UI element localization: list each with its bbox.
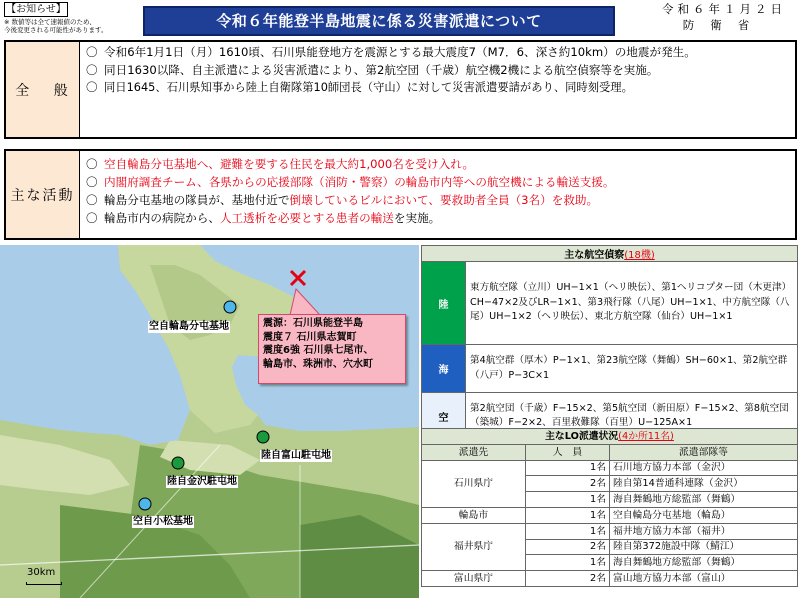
base-label-kanazawa: 陸自金沢駐屯地 xyxy=(167,476,237,487)
aircraft-count: (18機) xyxy=(624,250,655,261)
lo-dest: 石川県庁 xyxy=(422,460,526,507)
bullet-circle: 〇 xyxy=(86,157,98,171)
lo-row xyxy=(422,507,798,523)
main-activities-body xyxy=(80,151,795,238)
base-marker-komatsu xyxy=(139,498,151,510)
lo-unit: 陸自第14普通科連隊（金沢） xyxy=(610,476,798,492)
map-graphic xyxy=(0,245,419,598)
aircraft-table xyxy=(421,245,798,440)
lo-dest: 福井県庁 xyxy=(422,523,526,570)
lo-row xyxy=(422,523,798,539)
lo-unit: 空自輪島分屯基地（輪島） xyxy=(610,507,798,523)
page-title: 令和６年能登半島地震に係る災害派遣について xyxy=(143,6,615,36)
quake-epicenter: 震源：石川県能登半島 xyxy=(263,318,363,329)
activity-text-normal: を実施。 xyxy=(393,211,441,225)
general-section xyxy=(4,40,797,139)
activity-item xyxy=(86,191,791,209)
aircraft-header-row xyxy=(422,246,798,262)
lo-col-people: 人 員 xyxy=(526,444,610,460)
aircraft-desc: 第2航空団（千歳）F−15×2、第5航空団（新田原）F−15×2、第8航空団（築城）F−2×2、百里救難隊（百里）U−125A×1 xyxy=(466,393,798,440)
quake-info-callout xyxy=(258,314,406,384)
general-item xyxy=(86,44,791,62)
quake-intensity-6plus: 震度6強 石川県七尾市、 xyxy=(263,345,374,356)
bullet-circle: 〇 xyxy=(86,62,98,77)
aircraft-desc: 第4航空群（厚木）P−1×1、第23航空隊（舞鶴）SH−60×1、第2航空群（八戸）P−3C×1 xyxy=(466,345,798,393)
bullet-circle: 〇 xyxy=(86,211,98,225)
lo-dest: 富山県庁 xyxy=(422,571,526,587)
general-body xyxy=(80,42,795,137)
quake-intensity-6plus-cont: 輪島市、珠洲市、穴水町 xyxy=(263,358,373,370)
activity-item xyxy=(86,209,791,227)
lo-unit: 富山地方協力本部（富山） xyxy=(610,571,798,587)
aircraft-row xyxy=(422,345,798,393)
lo-people: 2名 xyxy=(526,476,610,492)
lo-header-row xyxy=(422,429,798,445)
base-label-toyama: 陸自富山駐屯地 xyxy=(261,450,331,461)
lo-unit: 石川地方協力本部（金沢） xyxy=(610,460,798,476)
notice-label: 【お知らせ】 xyxy=(4,2,68,17)
lo-row xyxy=(422,571,798,587)
bullet-circle: 〇 xyxy=(86,80,98,94)
lo-dest: 輪島市 xyxy=(422,507,526,523)
lo-column-row xyxy=(422,444,798,460)
map-scale-label: 30km xyxy=(27,567,56,578)
lo-unit: 福井地方協力本部（福井） xyxy=(610,523,798,539)
base-label-komatsu: 空自小松基地 xyxy=(133,516,193,527)
activity-text xyxy=(104,191,598,209)
base-marker-wajima xyxy=(224,301,236,313)
aircraft-header xyxy=(422,246,798,262)
lo-people: 1名 xyxy=(526,492,610,508)
activity-text-normal: 輪島市内の病院から、 xyxy=(104,211,220,225)
activity-text: 空自輪島分屯基地へ、避難を要する住民を最大約1,000名を受け入れ。 xyxy=(104,157,475,171)
aircraft-title: 主な航空偵察 xyxy=(564,250,625,261)
noto-peninsula-map xyxy=(0,245,419,598)
quake-intensity-7: 震度７ 石川県志賀町 xyxy=(263,331,357,343)
general-item xyxy=(86,62,791,80)
general-label: 全 般 xyxy=(6,42,80,137)
aircraft-row xyxy=(422,262,798,345)
main-activities-label: 主な活動 xyxy=(6,151,80,238)
activity-item xyxy=(86,173,791,191)
lo-title: 主なLO派遣状況 xyxy=(545,430,619,442)
activity-item xyxy=(86,155,791,173)
lo-row xyxy=(422,460,798,476)
activity-text-normal: 輪島分屯基地の隊員が、基地付近で xyxy=(104,193,290,207)
lo-header xyxy=(422,429,798,445)
ministry-name: 防衛省 xyxy=(682,18,766,32)
bullet-circle: 〇 xyxy=(86,45,98,59)
lo-dispatch-table xyxy=(421,428,798,587)
lo-count: (4か所11名) xyxy=(618,430,674,442)
general-item-text: 同日1630以降、自主派遣による災害派遣により、第2航空団（千歳）航空機2機による航空偵察等を実施。 xyxy=(104,62,659,77)
base-marker-kanazawa xyxy=(172,457,184,469)
service-label-asdf: 空 xyxy=(422,393,466,440)
lo-col-unit: 派遣部隊等 xyxy=(610,444,798,460)
lo-col-dest: 派遣先 xyxy=(422,444,526,460)
general-item-text: 同日1645、石川県知事から陸上自衛隊第10師団長（守山）に対して災害派遣要請があり、同時刻受理。 xyxy=(104,81,633,94)
activity-text-highlight: 倒壊しているビルにおいて、要救助者全員（3名）を救助。 xyxy=(289,193,599,207)
aircraft-desc: 東方航空隊（立川）UH−1×1（ヘリ映伝）、第1ヘリコプター団（木更津）CH−47×2及びLR−1×1、第3飛行隊（八尾）UH−1×1、中方航空隊（八尾）UH−1×2（ヘリ映伝）、東北方航空隊（仙台）UH−1×1 xyxy=(466,262,798,345)
lo-people: 1名 xyxy=(526,523,610,539)
lo-people: 2名 xyxy=(526,571,610,587)
lo-unit: 海自舞鶴地方総監部（舞鶴） xyxy=(610,555,798,571)
lo-unit: 陸自第372施設中隊（鯖江） xyxy=(610,539,798,555)
service-label-gsdf: 陸 xyxy=(422,262,466,345)
lo-people: 1名 xyxy=(526,507,610,523)
service-label-msdf: 海 xyxy=(422,345,466,393)
notice-note xyxy=(4,18,154,34)
activity-text-highlight: 人工透析を必要とする患者の輸送 xyxy=(219,211,394,225)
general-item-text: 令和6年1月1日（月）1610頃、石川県能登地方を震源とする最大震度7（M7．6、深さ約10km）の地震が発生。 xyxy=(104,45,696,59)
bullet-circle: 〇 xyxy=(86,193,98,207)
notice-note-line-2: 今後変更される可能性があります。 xyxy=(4,26,108,34)
activity-text: 内閣府調査チーム、各県からの応援部隊（消防・警察）の輪島市内等への航空機による輸送支援。 xyxy=(104,175,615,189)
base-marker-toyama xyxy=(257,431,269,443)
bullet-circle: 〇 xyxy=(86,175,98,189)
lo-people: 1名 xyxy=(526,460,610,476)
map-scale-bar xyxy=(26,582,62,585)
base-label-wajima: 空自輪島分屯基地 xyxy=(149,321,229,332)
date: 令和６年１月２日 xyxy=(662,2,786,16)
general-item xyxy=(86,79,791,97)
main-activities-section xyxy=(4,149,797,240)
lo-people: 2名 xyxy=(526,539,610,555)
notice-note-line-1: ※ 数値等は全て速報値のため、 xyxy=(4,18,96,26)
lo-people: 1名 xyxy=(526,555,610,571)
activity-text xyxy=(104,209,440,227)
lo-unit: 海自舞鶴地方総監部（舞鶴） xyxy=(610,492,798,508)
